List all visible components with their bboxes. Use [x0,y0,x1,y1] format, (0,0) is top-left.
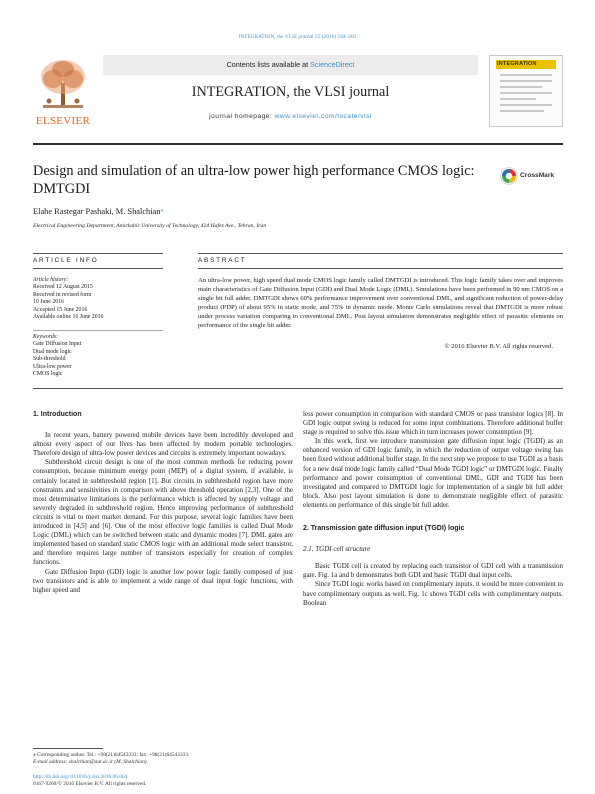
authors-text: Elahe Rastegar Pashaki, M. Shalchian [33,207,161,216]
journal-homepage [103,113,478,120]
sciencedirect-link[interactable]: ScienceDirect [310,60,355,69]
section-heading-tgdi: 2. Transmission gate diffusion input (TGDI) logic [303,525,465,533]
affiliation: Electrical Engineering Department, Amirkabir University of Technology, 424 Hafez Ave., Tehran, Iran [33,223,267,229]
journal-info-box [103,55,478,129]
corresponding-author-note: ⁎ Corresponding author. Tel.: +98(21)64543333; fax: +98(21)64543333. [33,752,190,758]
contents-prefix: Contents lists available at [226,60,311,69]
history-item: 10 June 2016 [33,299,64,306]
corresponding-author-mark[interactable]: ⁎ [160,208,164,214]
body-column-left [33,410,293,595]
keyword-item: Sub-threshold [33,356,66,363]
history-item: Accepted 15 June 2016 [33,306,88,313]
journal-cover-thumbnail [489,55,563,127]
body-paragraph: In recent years, battery powered mobile devices have been incredibly developed and almost every aspect of our lives has been affected by modern portable technologies. Therefore design of ultra-low power devices and circuits is extremely important nowadays. [33,431,293,458]
keywords-block [33,334,163,378]
body-paragraph: Basic TGDI cell is created by replacing each transistor of GDI cell with a transmission gate. Fig. 1a and b demonstrates both GDI and basic TGDI dual input cells. [303,562,563,580]
abstract-label: ABSTRACT [198,257,247,264]
keyword-item: Gate Diffusion Input [33,341,82,348]
keywords-heading: Keywords: [33,334,58,340]
article-info-rule [33,253,163,254]
contents-available [103,55,478,75]
history-heading: Article history: [33,277,69,283]
publisher-name: ELSEVIER [35,115,91,127]
subsection-heading-tgdi-cell: 2.1. TGDI cell structure [303,545,371,554]
keyword-item: Dual mode logic [33,348,72,355]
abstract-rule-lower [198,268,563,269]
footnotes [33,752,293,766]
body-paragraph: less power consumption in comparison with standard CMOS or pass transistor logics [8]. In GDI logic output swing is reduced for some input combinations. Therefore additional buffer stage is required to solve this issue which in turn increases power consumption [9]. [303,410,563,437]
keyword-item: Ultra-low power [33,363,72,370]
keyword-item: CMOS logic [33,371,63,378]
header-rule [33,143,563,145]
elsevier-logo [33,55,93,127]
body-paragraph: Since TGDI logic works based on complimentary inputs, it would be more convenient to have complimentary outputs as well. Fig. 1c shows TGDI cells with complimentary outputs. Boolean [303,580,563,607]
front-matter-rule [33,388,563,389]
section-heading-introduction: 1. Introduction [33,411,82,418]
body-paragraph: In this work, first we introduce transmission gate diffusion input logic (TGDI) as an enhanced version of GDI logic family, in which the reduction of output voltage swing has been fixed without additional buffer stage. In the next step we propose to use TGDI as a basis for a new dual mode logic family called “Dual Mode TGDI logic” or DMTGDI logic. Finally performance and power consumption of conventional DML, GDI and TGDI has been investigated and compared to DMTGDI logic for implementation of a single bit full adder block. Also post layout simulation is done to demonstrate negligible effect of parasitic elements on performance of this single bit full adder. [303,437,563,509]
cover-title: INTEGRATION [497,61,537,67]
journal-citation: INTEGRATION, the VLSI journal 55 (2016) 194–201 [238,34,357,40]
cover-text-lines [500,74,552,122]
abstract-text: An ultra-low power, high speed dual mode CMOS logic family called DMTGDI is introduced. This logic family takes over and improves main characteristics of Gate Diffusion Input (GDI) and Dual Mode Logic (DML). Simulations have been performed in 90 nm CMOS on a single bit full adder. DMTGDI shows 60% performance improvement over conventional DML, and significant reduction of power-delay product (PDP) of about 95% in static mode, and 75% in dynamic mode. Monte Carlo simulations reveal that DMTGDI is more robust under process variation comparing to conventional DML. Post layout simulation demonstrates negligible effect of parasitic elements on performance of the single bit adder. [198,277,563,329]
journal-title: INTEGRATION, the VLSI journal [191,84,390,100]
history-item: Received 12 August 2015 [33,284,93,291]
email-note: E-mail address: shalchian@aut.ac.ir (M. Shalchian). [33,759,148,765]
elsevier-tree-icon [37,57,89,111]
history-item: Received in revised form [33,291,92,298]
article-identifiers [33,774,293,788]
keywords-divider [33,330,163,331]
crossmark-badge[interactable] [500,167,564,187]
article-info-label: ARTICLE INFO [33,257,99,264]
homepage-link[interactable]: www.elsevier.com/locate/vlsi [274,113,372,120]
crossmark-label: CrossMark [520,172,555,179]
article-history [33,277,163,321]
journal-header [33,55,563,129]
body-column-right [303,410,563,608]
article-title: Design and simulation of an ultra-low power high performance CMOS logic: DMTGDI [33,163,475,197]
body-paragraph: Gate Diffusion Input (GDI) logic is another low power logic family composed of just two transistors and is able to implement a wide range of dual input logic functions, with higher speed and [33,567,293,594]
history-item: Available online 16 June 2016 [33,314,104,321]
article-info-rule-lower [33,268,163,269]
author-list [33,207,163,216]
footnote-rule [33,748,103,749]
abstract-rule [198,253,563,254]
doi-link[interactable]: http://dx.doi.org/10.1016/j.vlsi.2016.06.004 [33,774,128,780]
crossmark-icon [500,167,518,185]
body-paragraph: Subthreshold circuit design is one of the most common methods for reducing power consumption, because minimum energy point (MEP) of a digital system, if available, is certainly located in subthreshold region [1]. But circuits in subthreshold region have more constraints and sensitivities in comparison with above threshold operation [2,3]. One of the most determinative limitations is the performance which is affected by supply voltage and severely degraded in subthreshold region. Hence improving performance of subthreshold circuits is vital to meet market demand. For this purpose, several logic families have been introduced in [4,5] and [6]. One of the most effective logic families is called Dual Mode Logic (DML) which can be switched between static and dynamic modes [7]. DML gates are implemented based on standard static CMOS logic with an additional mode select transistor, and therefore requires large number of transistors especially for creation of complex functions. [33,458,293,567]
homepage-prefix: journal homepage: [209,113,275,120]
issn-line: 0167-9260/© 2016 Elsevier B.V. All rights reserved. [33,781,147,787]
abstract-copyright: © 2016 Elsevier B.V. All rights reserved. [444,343,553,350]
